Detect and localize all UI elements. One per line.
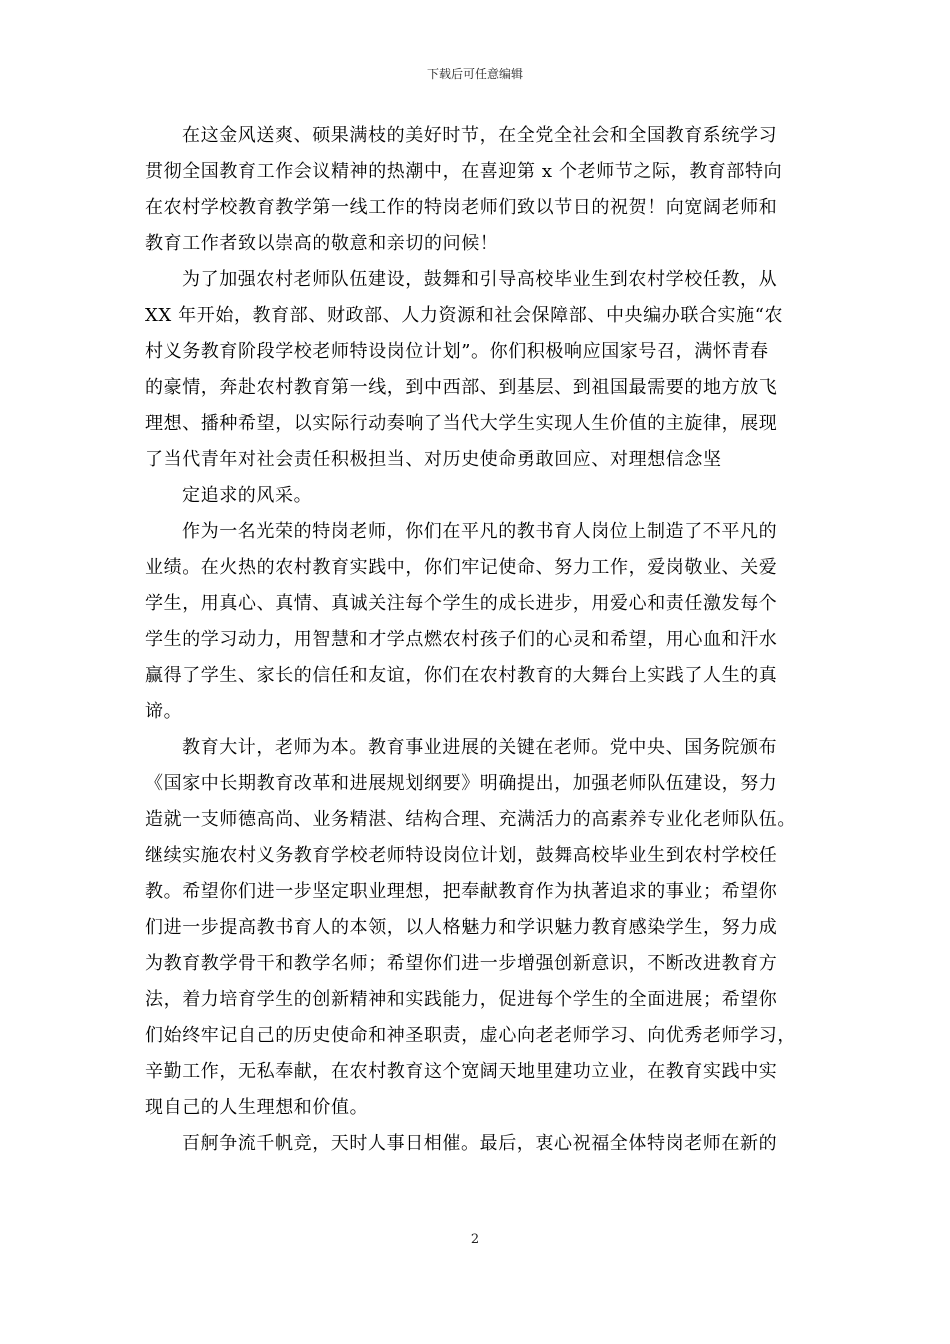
text-line: 赢得了学生、家长的信任和友谊，你们在农村教育的大舞台上实践了人生的真 xyxy=(145,665,778,686)
text-line: 辛勤工作，无私奉献，在农村教育这个宽阔天地里建功立业，在教育实践中实 xyxy=(145,1061,778,1082)
text-line: 作为一名光荣的特岗老师，你们在平凡的教书育人岗位上制造了不平凡的 xyxy=(182,521,778,542)
page-number: 2 xyxy=(470,1232,480,1247)
text-line: 们始终牢记自己的历史使命和神圣职责，虚心向老老师学习、向优秀老师学习， xyxy=(145,1025,796,1046)
text-line: 村义务教育阶段学校老师特设岗位计划”。你们积极响应国家号召，满怀青春 xyxy=(145,341,769,362)
text-line: XX 年开始，教育部、财政部、人力资源和社会保障部、中央编办联合实施“农 xyxy=(145,305,784,326)
text-line: 学生的学习动力，用智慧和才学点燃农村孩子们的心灵和希望，用心血和汗水 xyxy=(145,629,778,650)
text-line: 为教育教学骨干和教学名师；希望你们进一步增强创新意识，不断改进教育方 xyxy=(145,953,778,974)
text-line: 教育工作者致以崇高的敬意和亲切的问候！ xyxy=(145,233,499,254)
text-line: 定追求的风采。 xyxy=(182,485,313,506)
text-line: 继续实施农村义务教育学校老师特设岗位计划，鼓舞高校毕业生到农村学校任 xyxy=(145,845,778,866)
text-line: 为了加强农村老师队伍建设，鼓舞和引导高校毕业生到农村学校任教，从 xyxy=(182,269,778,290)
text-line: 在这金风送爽、硕果满枝的美好时节，在全党全社会和全国教育系统学习 xyxy=(182,125,778,146)
text-line: 贯彻全国教育工作会议精神的热潮中，在喜迎第 x 个老师节之际，教育部特向 xyxy=(145,161,783,182)
page-header: 下载后可任意编辑 xyxy=(426,67,523,81)
text-line: 百舸争流千帆竞，天时人事日相催。最后，衷心祝福全体特岗老师在新的 xyxy=(182,1133,778,1154)
text-line: 们进一步提高教书育人的本领，以人格魅力和学识魅力教育感染学生，努力成 xyxy=(145,917,778,938)
text-line: 法，着力培育学生的创新精神和实践能力，促进每个学生的全面进展；希望你 xyxy=(145,989,778,1010)
text-line: 现自己的人生理想和价值。 xyxy=(145,1097,369,1118)
text-line: 业绩。在火热的农村教育实践中，你们牢记使命、努力工作，爱岗敬业、关爱 xyxy=(145,557,778,578)
text-line: 了当代青年对社会责任积极担当、对历史使命勇敢回应、对理想信念坚 xyxy=(145,449,722,470)
body-text xyxy=(145,118,821,1162)
text-line: 谛。 xyxy=(145,701,183,722)
text-line: 的豪情，奔赴农村教育第一线，到中西部、到基层、到祖国最需要的地方放飞 xyxy=(145,377,778,398)
text-line: 理想、播种希望，以实际行动奏响了当代大学生实现人生价值的主旋律，展现 xyxy=(145,413,778,434)
text-line: 教。希望你们进一步坚定职业理想，把奉献教育作为执著追求的事业；希望你 xyxy=(145,881,778,902)
text-line: 教育大计，老师为本。教育事业进展的关键在老师。党中央、国务院颁布 xyxy=(182,737,778,758)
text-line: 《国家中长期教育改革和进展规划纲要》明确提出，加强老师队伍建设，努力 xyxy=(145,773,778,794)
text-line: 造就一支师德高尚、业务精湛、结构合理、充满活力的高素养专业化老师队伍。 xyxy=(145,809,796,830)
text-line: 学生，用真心、真情、真诚关注每个学生的成长进步，用爱心和责任激发每个 xyxy=(145,593,778,614)
text-line: 在农村学校教育教学第一线工作的特岗老师们致以节日的祝贺！向宽阔老师和 xyxy=(145,197,778,218)
